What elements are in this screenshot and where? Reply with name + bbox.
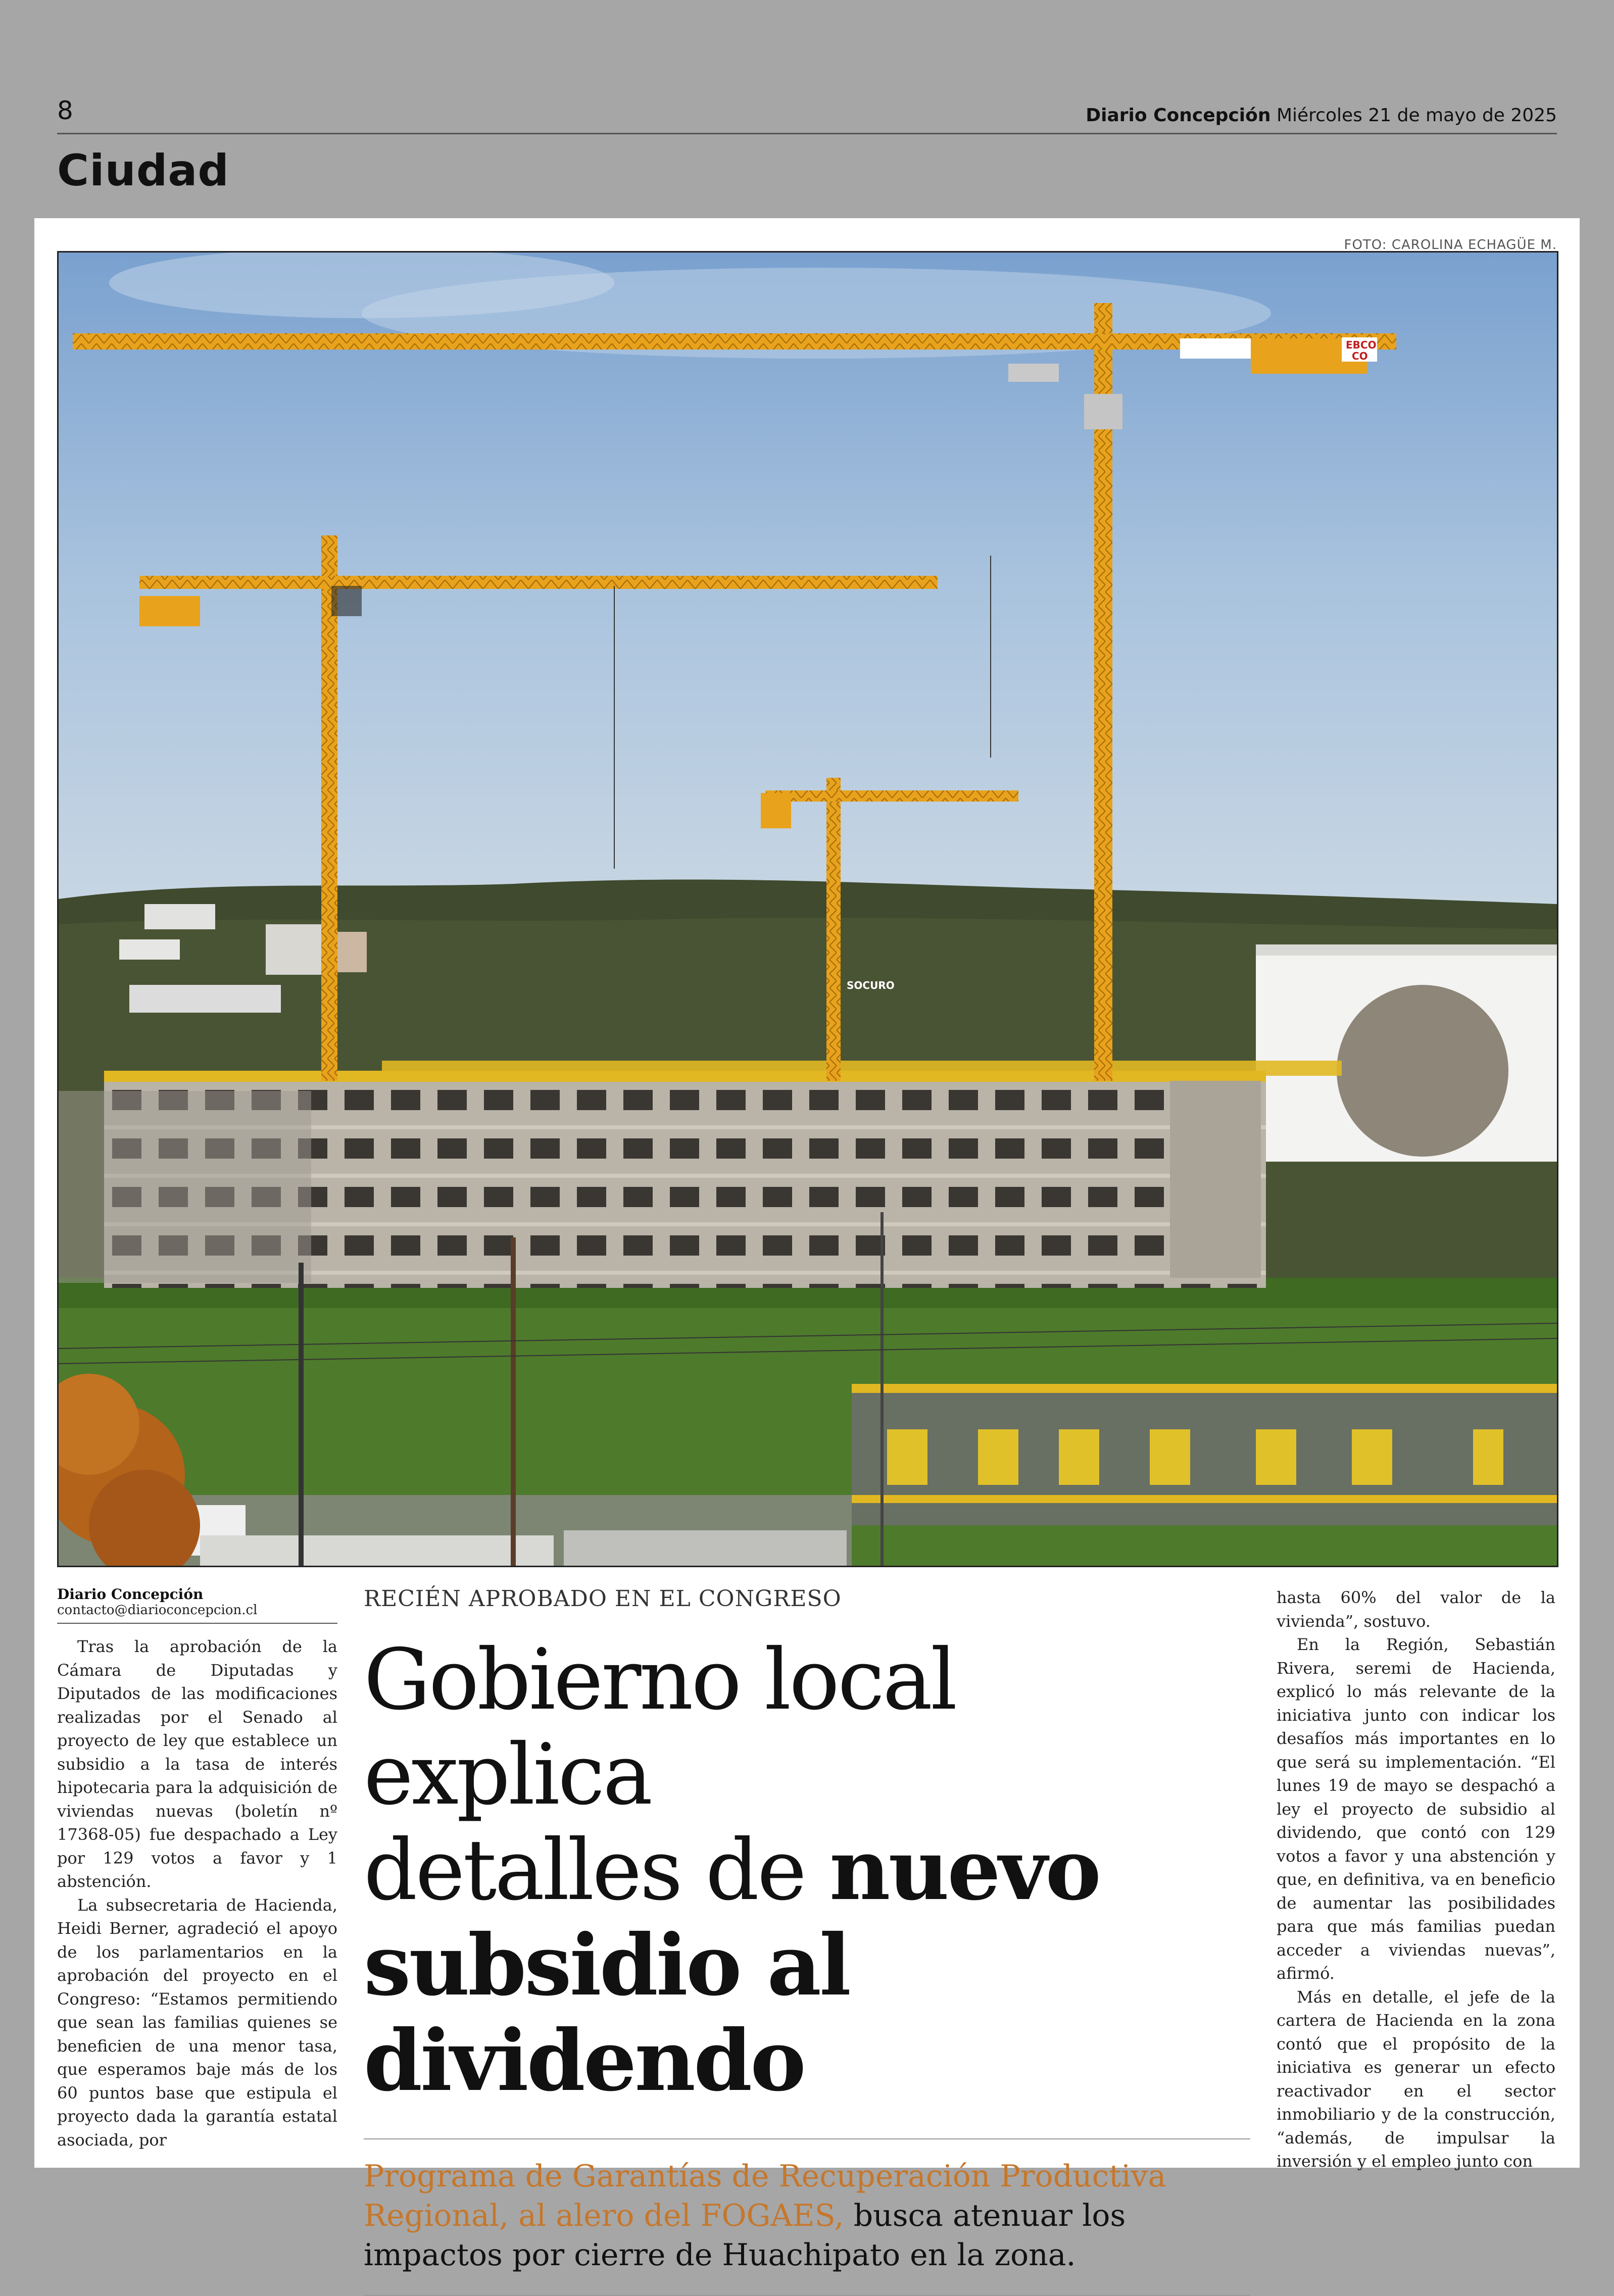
paragraph: Más en detalle, el jefe de la cartera de Hacienda en la zona contó que el propósito de la iniciativa es generar un efecto reactivador en el sector inmobiliario y de la construcción, “además, de impulsar la inversión y el empleo junto con (1277, 1987, 1555, 2171)
station-structure (852, 1384, 1557, 1525)
headline-line-3: subsidio al dividendo (364, 1916, 849, 2110)
byline-name: Diario Concepción (57, 1586, 204, 1603)
deck-rule-top (364, 2138, 1250, 2139)
headline-line-2-bold: nuevo (829, 1821, 1099, 1919)
article-column-right (1277, 1586, 1555, 2173)
publication-name: Diario Concepción (1086, 105, 1271, 126)
article-photo (57, 251, 1558, 1567)
svg-text:EBCO: EBCO (1346, 339, 1377, 351)
byline-email[interactable]: contacto@diarioconcepcion.cl (57, 1603, 337, 1624)
publication-date: Miércoles 21 de mayo de 2025 (1276, 105, 1557, 126)
headline-column (364, 1586, 1250, 2296)
body-text-left (57, 1635, 337, 2152)
section-title: Ciudad (57, 145, 229, 196)
masthead (1086, 105, 1557, 126)
deck (364, 2157, 1250, 2275)
headline-line-1: Gobierno local explica (364, 1631, 956, 1824)
body-text-right (1277, 1586, 1555, 2173)
paragraph: Tras la aprobación de la Cámara de Diputadas y Diputados de las modificaciones realizadas por el Senado al proyecto de ley que establece un subsidio a la tasa de interés hipotecaria para la adquisición de viviendas nuevas (boletín nº 17368-05) fue despachado a Ley por 129 votos a favor y 1 abstención. (57, 1637, 337, 1891)
construction-photo-illustration (59, 253, 1557, 1566)
building-sign-text: SOCURO (847, 979, 895, 991)
header-rule (57, 133, 1557, 134)
paragraph: En la Región, Sebastián Rivera, seremi de Hacienda, explicó lo más relevante de la iniciativa junto con indicar los desafíos más importantes en lo que será su implementación. “El lunes 19 de mayo se despachó a ley el proyecto de subsidio al dividendo, que contó con 129 votos a favor y una abstención y que, en definitiva, va en beneficio de aumentar las posibilidades para que más familias puedan acceder a viviendas nuevas”, afirmó. (1277, 1635, 1555, 1983)
photo-credit: FOTO: CAROLINA ECHAGÜE M. (1344, 237, 1557, 253)
headline-line-2-regular: detalles de (364, 1822, 829, 1919)
headline (364, 1633, 1250, 2109)
paragraph: La subsecretaria de Hacienda, Heidi Berner, agradeció el apoyo de los parlamentarios en la aprobación del proyecto en el Congreso: “Estamos permitiendo que sean las familias quienes se beneficien de una menor tasa, que esperamos baje más de los 60 puntos base que estipula el proyecto dada la garantía estatal asociada, por (57, 1895, 337, 2150)
paragraph: hasta 60% del valor de la vivienda”, sostuvo. (1277, 1588, 1555, 1631)
deck-rest: busca atenuar los impactos por cierre de Huachipato en la zona. (364, 2198, 1126, 2273)
kicker: RECIÉN APROBADO EN EL CONGRESO (364, 1586, 842, 1612)
page-number: 8 (57, 96, 73, 125)
article-column-left (57, 1586, 337, 2152)
svg-text:CO: CO (1352, 350, 1368, 362)
deck-highlight: Programa de Garantías de Recuperación Productiva Regional, al alero del FOGAES, (364, 2159, 1166, 2233)
